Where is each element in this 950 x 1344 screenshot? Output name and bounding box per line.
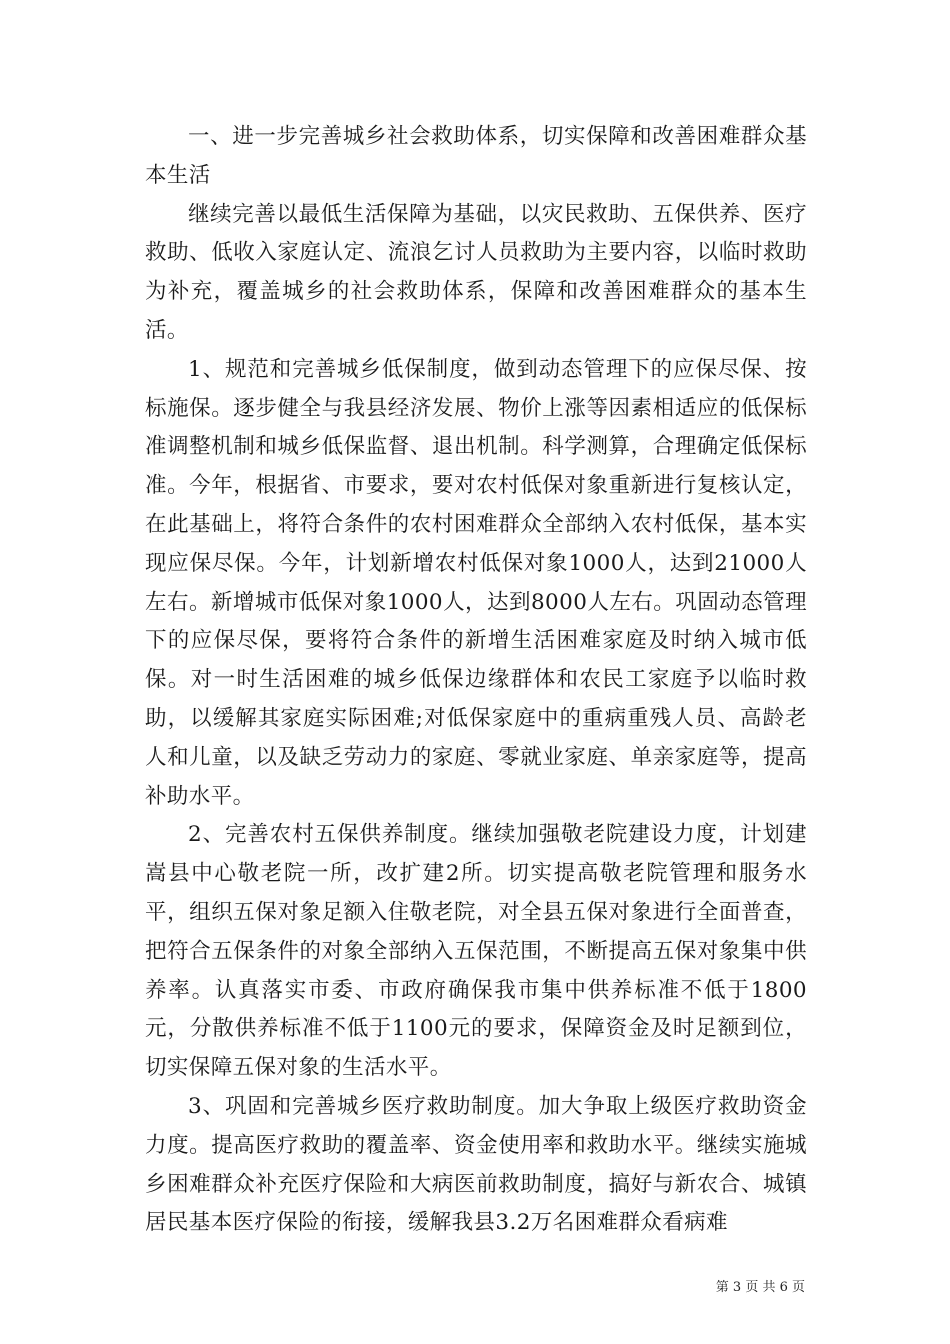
- document-body: [145, 118, 807, 1243]
- paragraph-item-3: 3、巩固和完善城乡医疗救助制度。加大争取上级医疗救助资金力度。提高医疗救助的覆盖率、资金使用率和救助水平。继续实施城乡困难群众补充医疗保险和大病医前救助制度，搞好与新农合、城镇居民基本医疗保险的衔接，缓解我县3.2万名困难群众看病难: [145, 1093, 807, 1236]
- page-number: 第 3 页 共 6 页: [715, 1280, 805, 1295]
- paragraph-item-2: 2、完善农村五保供养制度。继续加强敬老院建设力度，计划建嵩县中心敬老院一所，改扩建2所。切实提高敬老院管理和服务水平，组织五保对象足额入住敬老院，对全县五保对象进行全面普查，把符合五保条件的对象全部纳入五保范围，不断提高五保对象集中供养率。认真落实市委、市政府确保我市集中供养标准不低于1800元，分散供养标准不低于1100元的要求，保障资金及时足额到位，切实保障五保对象的生活水平。: [145, 822, 807, 1081]
- section-heading: 一、进一步完善城乡社会救助体系，切实保障和改善困难群众基本生活: [145, 124, 807, 188]
- paragraph-intro: 继续完善以最低生活保障为基础，以灾民救助、五保供养、医疗救助、低收入家庭认定、流浪乞讨人员救助为主要内容，以临时救助为补充，覆盖城乡的社会救助体系，保障和改善困难群众的基本生活。: [145, 201, 807, 343]
- paragraph-item-1: 1、规范和完善城乡低保制度，做到动态管理下的应保尽保、按标施保。逐步健全与我县经济发展、物价上涨等因素相适应的低保标准调整机制和城乡低保监督、退出机制。科学测算，合理确定低保标准。今年，根据省、市要求，要对农村低保对象重新进行复核认定，在此基础上，将符合条件的农村困难群众全部纳入农村低保，基本实现应保尽保。今年，计划新增农村低保对象1000人，达到21000人左右。新增城市低保对象1000人，达到8000人左右。巩固动态管理下的应保尽保，要将符合条件的新增生活困难家庭及时纳入城市低保。对一时生活困难的城乡低保边缘群体和农民工家庭予以临时救助，以缓解其家庭实际困难;对低保家庭中的重病重残人员、高龄老人和儿童，以及缺乏劳动力的家庭、零就业家庭、单亲家庭等，提高补助水平。: [145, 356, 807, 809]
